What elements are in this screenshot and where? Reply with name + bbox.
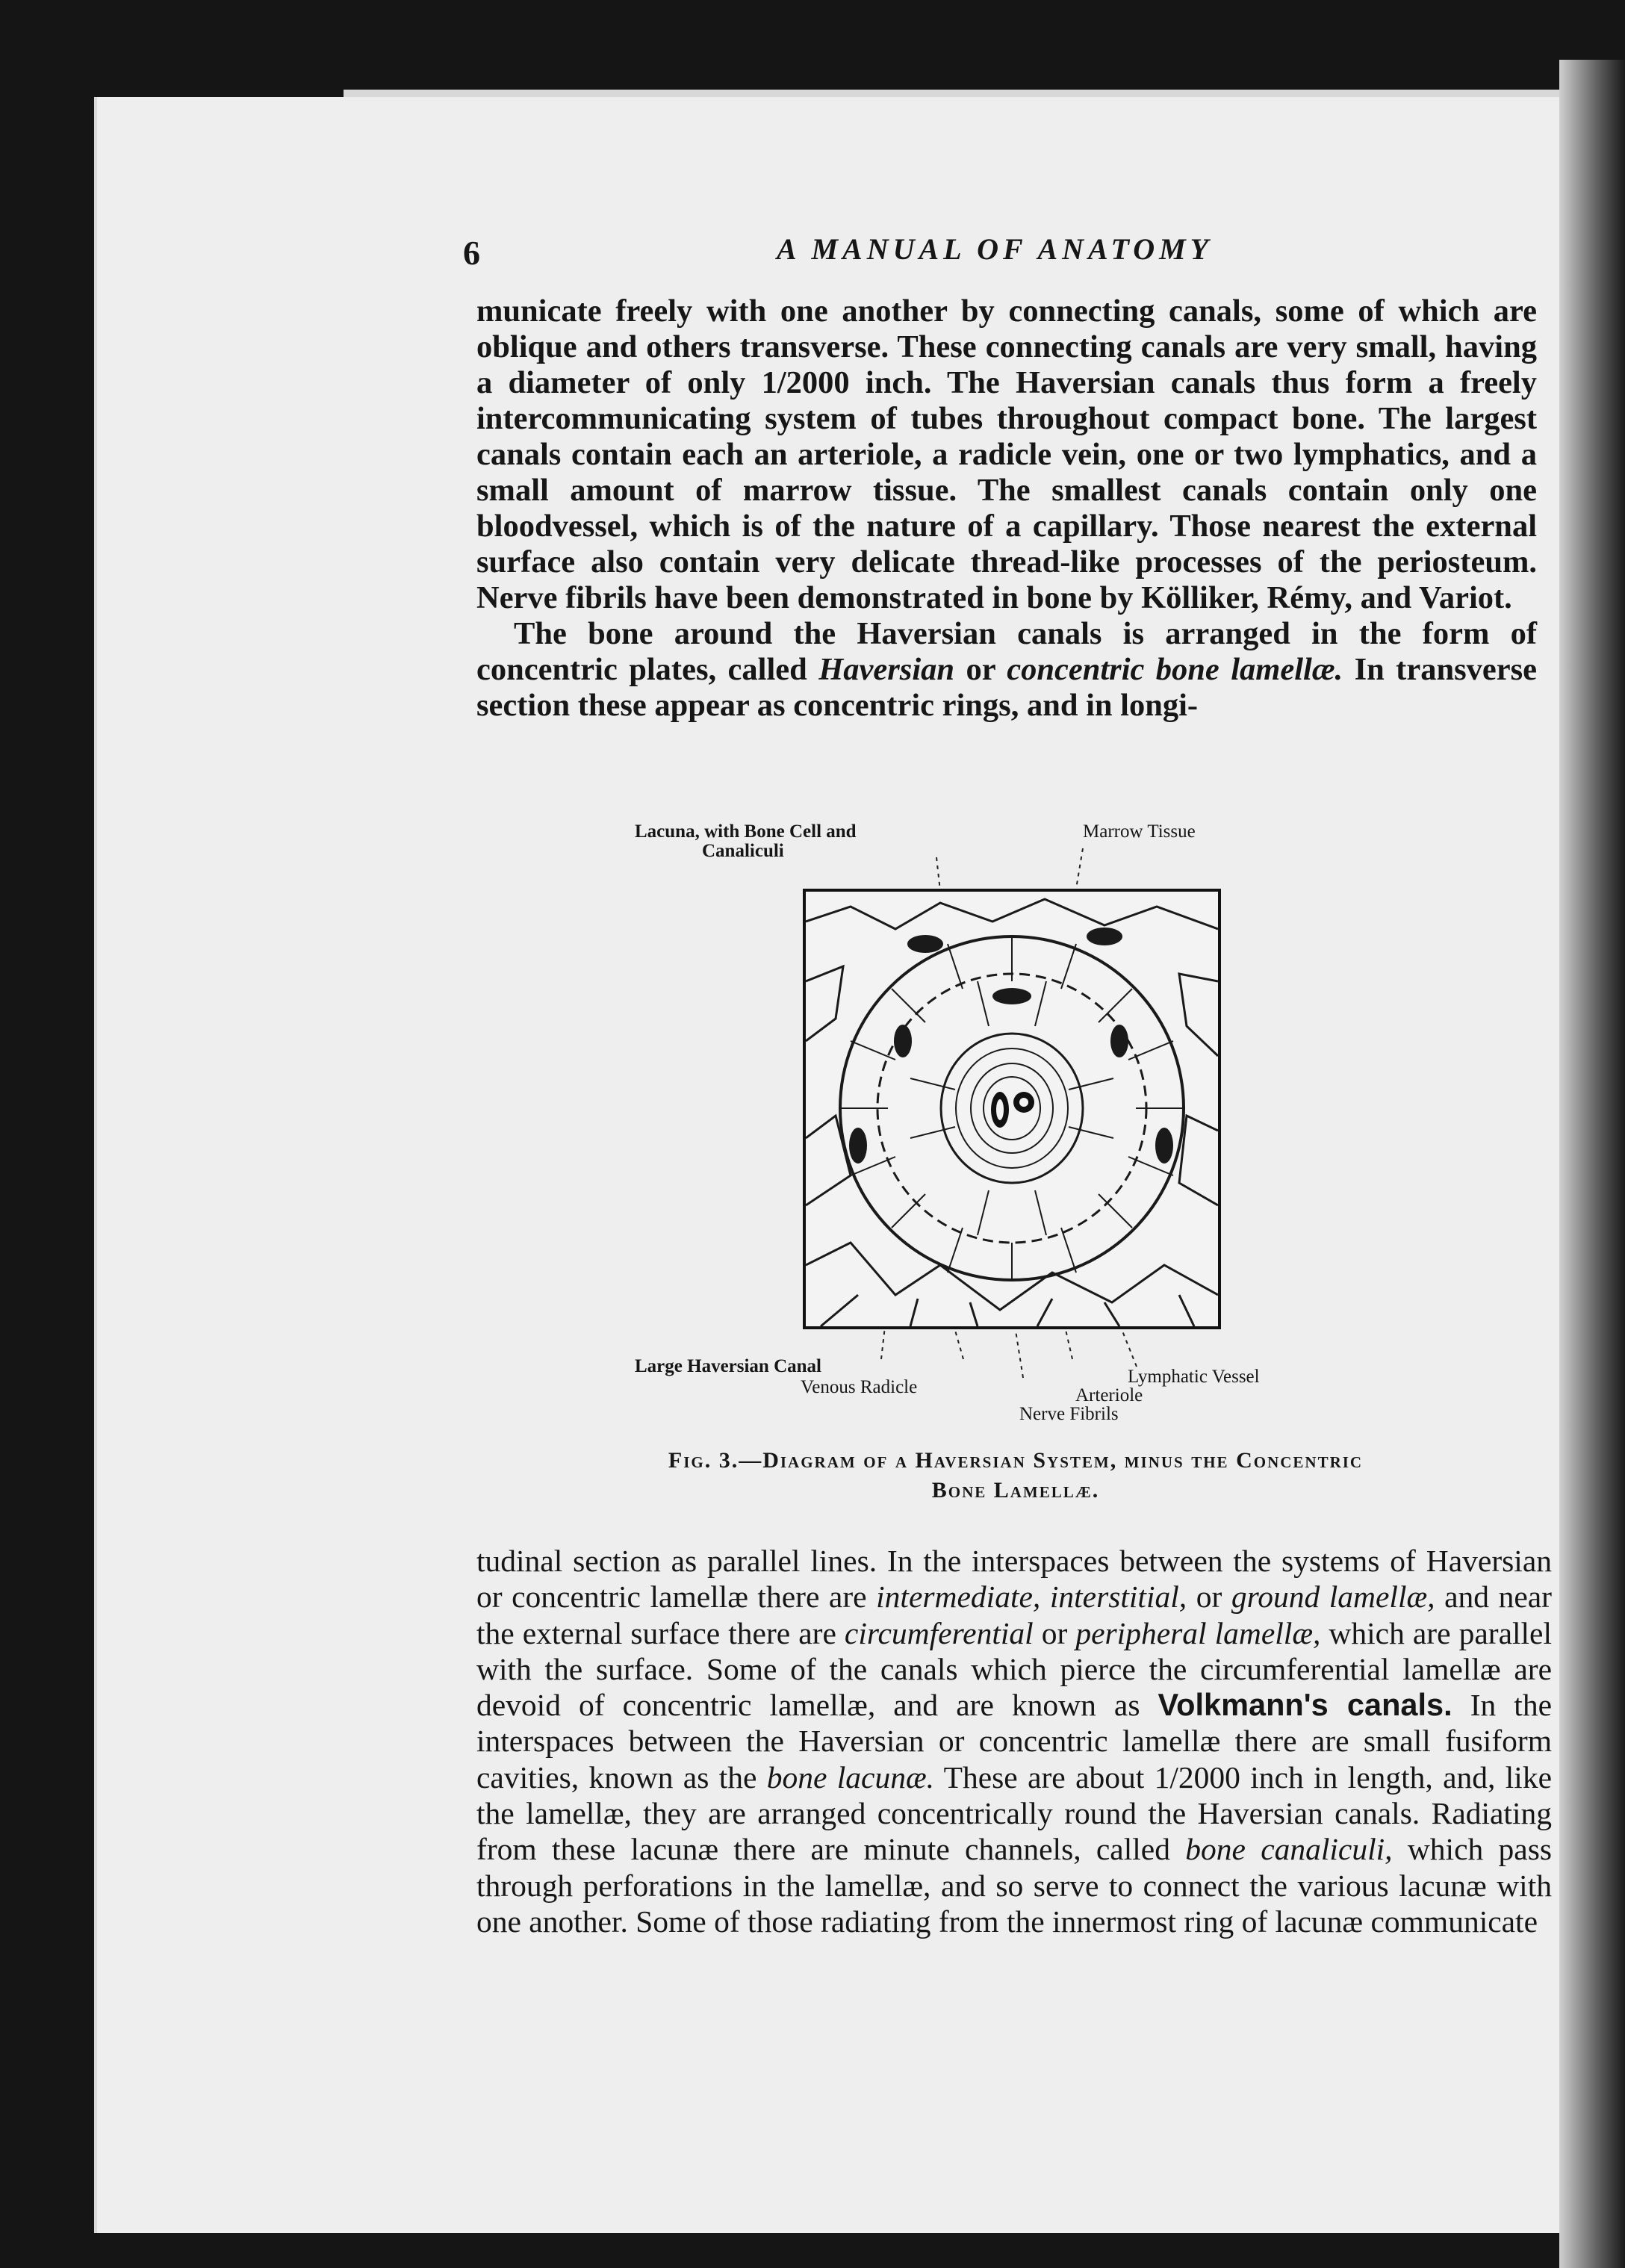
text-run: These are about 1/2000 inch in length, and, like the lamellæ, they are arranged concentrically round the Haversian canals. Radiating from these lacunæ there are minute channels, called (476, 1759, 1552, 1867)
haversian-diagram-drawing (806, 892, 1218, 1326)
italic-term: circumferential (844, 1615, 1034, 1650)
text-run: which pass through perforations in the lamellæ, and so serve to connect the various lacunæ with one another. Some of those radiating from the innermost ring of lacunæ communicate (476, 1832, 1553, 1939)
figure-haversian-system (635, 821, 1337, 1434)
label-nerve-fibrils: Nerve Fibrils (1019, 1404, 1119, 1424)
text-run: The bone around the Haversian canals is arranged in the form of concentric plates, called (476, 616, 1537, 687)
italic-term: bone canaliculi, (1185, 1832, 1393, 1867)
paragraph-continued: municate freely with one another by connecting canals, some of which are oblique and others transverse. These connecting canals are very small, having a diameter of only 1/2000 inch. The Haversian canals thus form a freely intercommunicating system of tubes throughout compact bone. The largest canals contain each an arteriole, a radicle vein, one or two lymphatics, and a small amount of marrow tissue. The smallest canals contain only one bloodvessel, which is of the nature of a capillary. Those nearest the external surface also contain very delicate thread-like processes of the periosteum. Nerve fibrils have been demonstrated in bone by Kölliker, Rémy, and Variot. (476, 293, 1537, 615)
label-arteriole: Arteriole (1075, 1385, 1143, 1405)
label-large-haversian-canal: Large Haversian Canal (635, 1356, 821, 1376)
text-run: tudinal section as parallel lines. In the interspaces between the systems of Haversian or concentric lamellæ there are (476, 1544, 1552, 1615)
bold-term: Volkmann's canals. (1158, 1687, 1452, 1723)
italic-term: peripheral lamellæ, (1075, 1615, 1321, 1650)
text-run: and near the external surface there are (476, 1579, 1552, 1650)
page-number: 6 (463, 234, 480, 272)
page-binding-shadow (1559, 60, 1625, 2268)
italic-term: concentric bone lamellæ. (1007, 652, 1343, 687)
figure-caption (538, 1446, 1494, 1506)
haversian-diagram (803, 889, 1221, 1329)
italic-term: bone lacunæ. (766, 1759, 935, 1795)
text-run: or (954, 652, 1007, 687)
text-run: or (1187, 1579, 1231, 1615)
body-text-top (476, 293, 1537, 724)
label-lacuna: Lacuna, with Bone Cell and (635, 821, 857, 842)
caption-line-2: Bone Lamellæ. (931, 1478, 1100, 1503)
text-run: which are parallel with the surface. Some of the canals which pierce the circumferential lamellæ are devoid of concentric lamellæ, and are known as (476, 1615, 1552, 1723)
label-lymphatic-vessel: Lymphatic Vessel (1128, 1367, 1260, 1387)
italic-term: ground lamellæ, (1231, 1579, 1435, 1615)
paragraph-haversian-lamellae (476, 616, 1537, 724)
text-run: In the interspaces between the Haversian or concentric lamellæ there are small fusiform cavities, known as the (476, 1688, 1553, 1795)
italic-term: intermediate, interstitial, (876, 1579, 1187, 1615)
label-venous-radicle: Venous Radicle (801, 1377, 918, 1397)
label-canaliculi: Canaliculi (702, 841, 784, 861)
page-top-edge (344, 90, 1568, 97)
body-text-bottom (476, 1543, 1552, 1939)
caption-line-1: Fig. 3.—Diagram of a Haversian System, minus the Concentric (668, 1448, 1364, 1473)
italic-term: Haversian (818, 652, 955, 687)
label-marrow-tissue: Marrow Tissue (1083, 821, 1196, 842)
text-run: or (1033, 1615, 1076, 1650)
text-run: In transverse section these appear as concentric rings, and in longi- (476, 652, 1537, 723)
running-title: A MANUAL OF ANATOMY (777, 232, 1214, 266)
